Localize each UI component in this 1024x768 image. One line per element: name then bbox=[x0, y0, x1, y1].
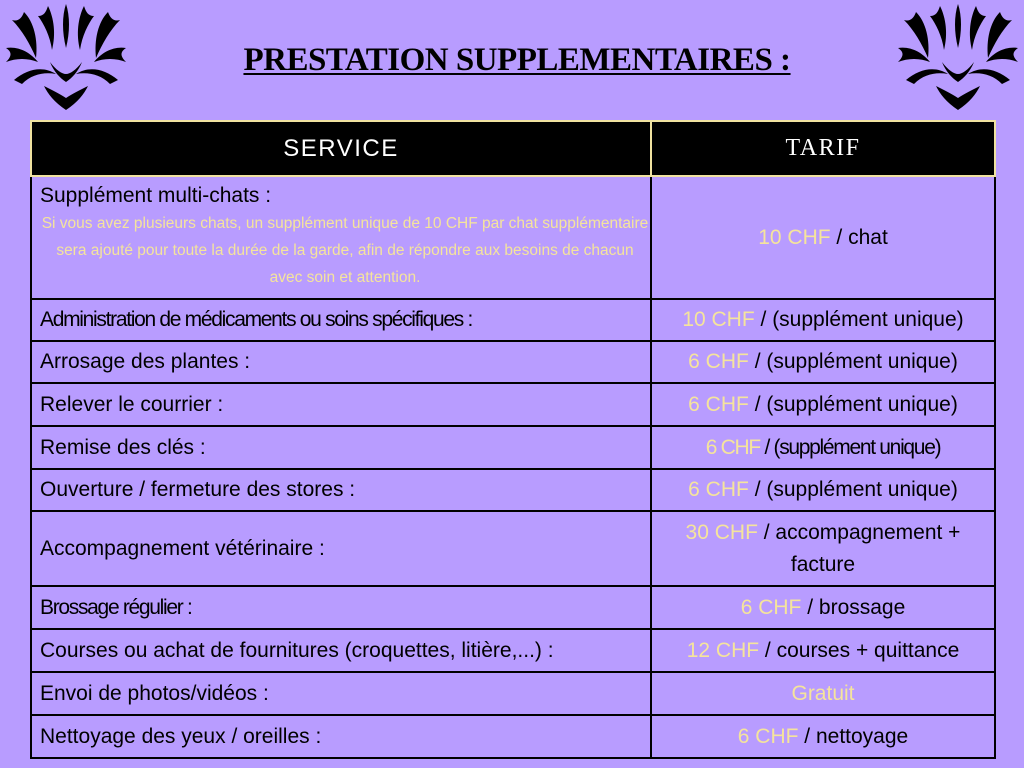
table-row bbox=[31, 715, 995, 758]
price-cell bbox=[651, 586, 995, 629]
price-cell bbox=[651, 176, 995, 299]
table-row bbox=[31, 469, 995, 511]
service-cell: Administration de médicaments ou soins spécifiques : bbox=[31, 299, 651, 341]
price-unit: / chat bbox=[830, 225, 888, 249]
service-cell: Arrosage des plantes : bbox=[31, 341, 651, 383]
price-amount: 10 CHF bbox=[758, 225, 831, 249]
price-unit: / (supplément unique) bbox=[754, 308, 964, 331]
price-cell bbox=[651, 715, 995, 758]
price-cell bbox=[651, 341, 995, 383]
price-unit: / courses + quittance bbox=[759, 638, 960, 662]
price-amount: 12 CHF bbox=[686, 638, 760, 662]
table-row bbox=[31, 511, 995, 586]
page-title: PRESTATION SUPPLEMENTAIRES : bbox=[243, 42, 791, 78]
service-cell: Envoi de photos/vidéos : bbox=[31, 672, 651, 715]
table-row bbox=[31, 176, 995, 299]
service-cell bbox=[31, 176, 651, 299]
price-cell bbox=[651, 511, 995, 586]
service-cell: Accompagnement vétérinaire : bbox=[31, 511, 651, 586]
service-cell: Remise des clés : bbox=[31, 426, 651, 469]
table-row bbox=[31, 341, 995, 383]
price-amount: Gratuit bbox=[791, 681, 855, 705]
price-amount: 6 CHF bbox=[737, 724, 799, 748]
price-amount: 6 CHF bbox=[740, 595, 802, 619]
price-amount: 6 CHF bbox=[688, 478, 749, 501]
price-amount: 6 CHF bbox=[705, 435, 760, 459]
price-cell bbox=[651, 299, 995, 341]
table-row bbox=[31, 629, 995, 672]
price-amount: 10 CHF bbox=[682, 308, 755, 331]
price-unit: / (supplément unique) bbox=[748, 392, 958, 416]
service-cell: Courses ou achat de fournitures (croquettes, litière,...) : bbox=[31, 629, 651, 672]
price-cell bbox=[651, 469, 995, 511]
service-cell: Brossage régulier : bbox=[31, 586, 651, 629]
price-unit: / (supplément unique) bbox=[748, 478, 958, 501]
price-amount: 6 CHF bbox=[688, 350, 749, 373]
service-description: Si vous avez plusieurs chats, un supplément unique de 10 CHF par chat supplémentaire sera ajouté pour toute la durée de la garde, afin de répondre aux besoins de chacun avec soin et attention. bbox=[41, 215, 649, 286]
service-cell: Relever le courrier : bbox=[31, 383, 651, 426]
column-header-service: SERVICE bbox=[31, 121, 651, 176]
table-row bbox=[31, 672, 995, 715]
price-unit: / (supplément unique) bbox=[759, 435, 941, 459]
price-amount: 6 CHF bbox=[688, 392, 749, 416]
price-unit: / (supplément unique) bbox=[748, 350, 958, 373]
price-cell bbox=[651, 383, 995, 426]
price-unit: / brossage bbox=[801, 595, 906, 619]
price-amount: 30 CHF bbox=[685, 520, 758, 544]
table-row bbox=[31, 299, 995, 341]
price-unit: / accompagnement + facture bbox=[757, 520, 961, 576]
column-header-tarif: TARIF bbox=[651, 121, 995, 176]
service-cell: Nettoyage des yeux / oreilles : bbox=[31, 715, 651, 758]
price-cell bbox=[651, 426, 995, 469]
service-label: Supplément multi-chats : bbox=[40, 184, 272, 207]
price-cell bbox=[651, 629, 995, 672]
service-cell: Ouverture / fermeture des stores : bbox=[31, 469, 651, 511]
table-row bbox=[31, 383, 995, 426]
table-row bbox=[31, 586, 995, 629]
table-row bbox=[31, 426, 995, 469]
pricing-table bbox=[30, 120, 996, 759]
table-header-row bbox=[31, 121, 995, 176]
price-unit: / nettoyage bbox=[798, 724, 909, 748]
price-cell bbox=[651, 672, 995, 715]
